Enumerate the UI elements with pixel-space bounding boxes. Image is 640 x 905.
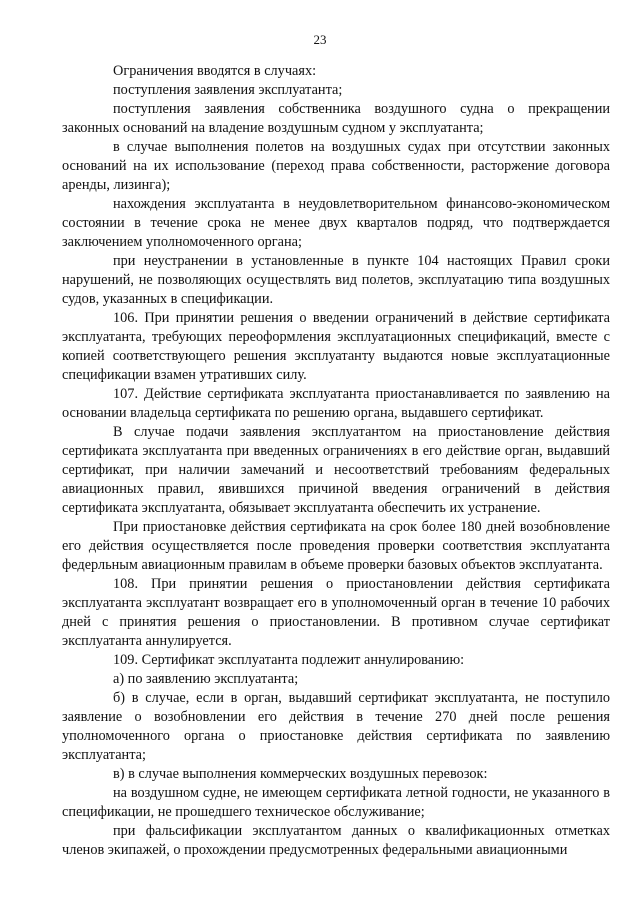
paragraph: 108. При принятии решения о приостановлении действия сертификата эксплуатанта эксплуатант возвращает его в уполномоченный орган в течение 10 рабочих дней с принятия решения о приостановлении. В противном случае сертификат эксплуатанта аннулируется.	[62, 576, 610, 649]
paragraph: на воздушном судне, не имеющем сертификата летной годности, не указанного в спецификации, не прошедшего техническое обслуживание;	[62, 785, 610, 820]
paragraph: 109. Сертификат эксплуатанта подлежит аннулированию:	[113, 652, 465, 668]
paragraph: 107. Действие сертификата эксплуатанта приостанавливается по заявлению на основании владельца сертификата по решению органа, выдавшего сертификат.	[62, 386, 610, 421]
paragraph: в случае выполнения полетов на воздушных судах при отсутствии законных оснований на их использование (переход права собственности, расторжение договора аренды, лизинга);	[62, 139, 610, 193]
paragraph: при фальсификации эксплуатантом данных о квалификационных отметках членов экипажей, о прохождении предусмотренных федеральными авиационными	[62, 823, 610, 858]
paragraph: в) в случае выполнения коммерческих воздушных перевозок:	[113, 766, 488, 782]
paragraph: В случае подачи заявления эксплуатантом на приостановление действия сертификата эксплуатанта при введенных ограничениях в его действие орган, выдавший сертификат, при наличии замечаний и несоответствий требованиям федеральных авиационных правил, явившихся причиной введения ограничений в действия сертификата эксплуатанта, обязывает эксплуатанта обеспечить их устранение.	[62, 424, 610, 516]
paragraph: при неустранении в установленные в пункте 104 настоящих Правил сроки нарушений, не позволяющих осуществлять вид полетов, эксплуатацию типа воздушных судов, указанных в спецификации.	[62, 253, 610, 307]
paragraph: б) в случае, если в орган, выдавший сертификат эксплуатанта, не поступило заявление о возобновлении его действия в течение 270 дней после решения уполномоченного органа о приостановке действия сертификата по заявлению эксплуатанта;	[62, 690, 610, 763]
paragraph: 106. При принятии решения о введении ограничений в действие сертификата эксплуатанта, требующих переоформления эксплуатационных спецификаций, вместе с копией соответствующего решения эксплуатанту выдаются новые эксплуатационные спецификации взамен утративших силу.	[62, 310, 610, 383]
paragraph: поступления заявления собственника воздушного судна о прекращении законных оснований на владение воздушным судном у эксплуатанта;	[62, 101, 610, 136]
paragraph: а) по заявлению эксплуатанта;	[113, 671, 299, 687]
paragraph: поступления заявления эксплуатанта;	[113, 82, 343, 98]
paragraph: нахождения эксплуатанта в неудовлетворительном финансово-экономическом состоянии в течение срока не менее двух кварталов подряд, что подтверждается заключением уполномоченного органа;	[62, 196, 610, 250]
page-number: 23	[313, 32, 327, 47]
paragraph: При приостановке действия сертификата на срок более 180 дней возобновление его действия осуществляется после проведения проверки соответствия эксплуатанта федерльным авиационным правилам в объеме проверки базовых объектов эксплуатанта.	[62, 519, 610, 573]
document-body	[62, 62, 610, 860]
paragraph: Ограничения вводятся в случаях:	[113, 63, 317, 79]
